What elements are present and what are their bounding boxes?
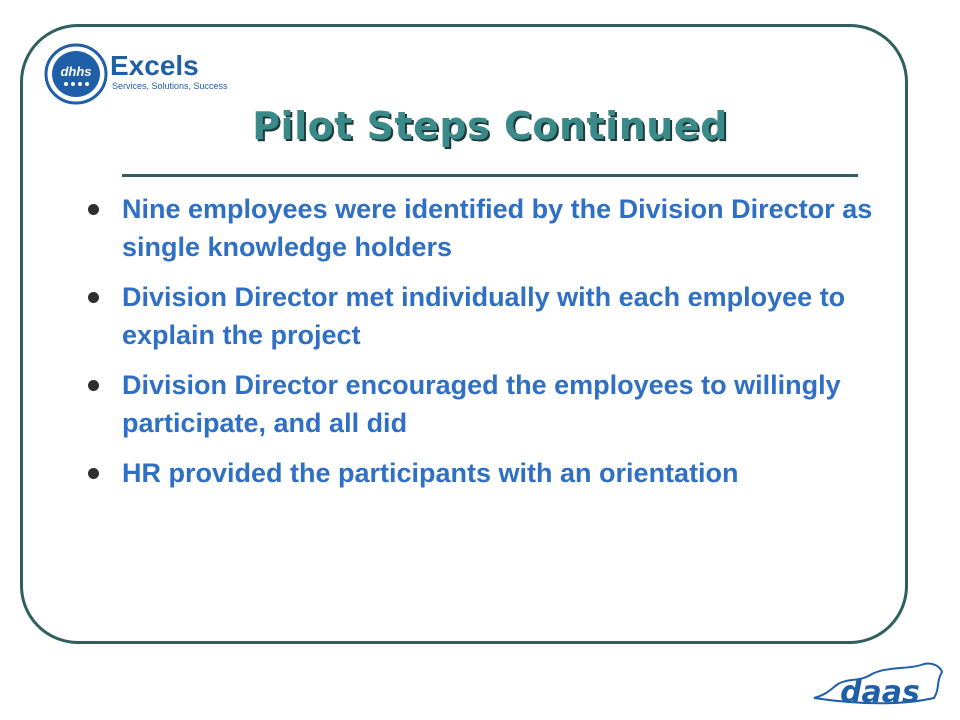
- logo-mark-text: dhhs: [60, 64, 92, 79]
- daas-logo: [808, 658, 948, 714]
- bullet-text: Division Director met individually with each employee to explain the project: [122, 282, 846, 350]
- daas-logo-text: daas: [840, 675, 920, 710]
- logo-tagline: Services, Solutions, Success: [112, 81, 228, 91]
- bullet-item: [88, 366, 878, 442]
- bullet-text: HR provided the participants with an orientation: [122, 458, 739, 488]
- bullet-text: Nine employees were identified by the Division Director as single knowledge holders: [122, 194, 873, 262]
- bullet-dot-icon: [88, 292, 99, 303]
- bullet-list: [88, 190, 878, 504]
- bullet-item: [88, 454, 878, 492]
- bullet-dot-icon: [88, 204, 99, 215]
- dhhs-excels-logo: [44, 42, 228, 106]
- bullet-dot-icon: [88, 380, 99, 391]
- bullet-dot-icon: [88, 468, 99, 479]
- bullet-item: [88, 278, 878, 354]
- title-underline: [122, 174, 858, 177]
- bullet-text: Division Director encouraged the employees to willingly participate, and all did: [122, 370, 841, 438]
- bullet-item: [88, 190, 878, 266]
- slide-title: Pilot Steps Continued: [252, 104, 728, 148]
- logo-brand-text: Excels: [110, 50, 199, 81]
